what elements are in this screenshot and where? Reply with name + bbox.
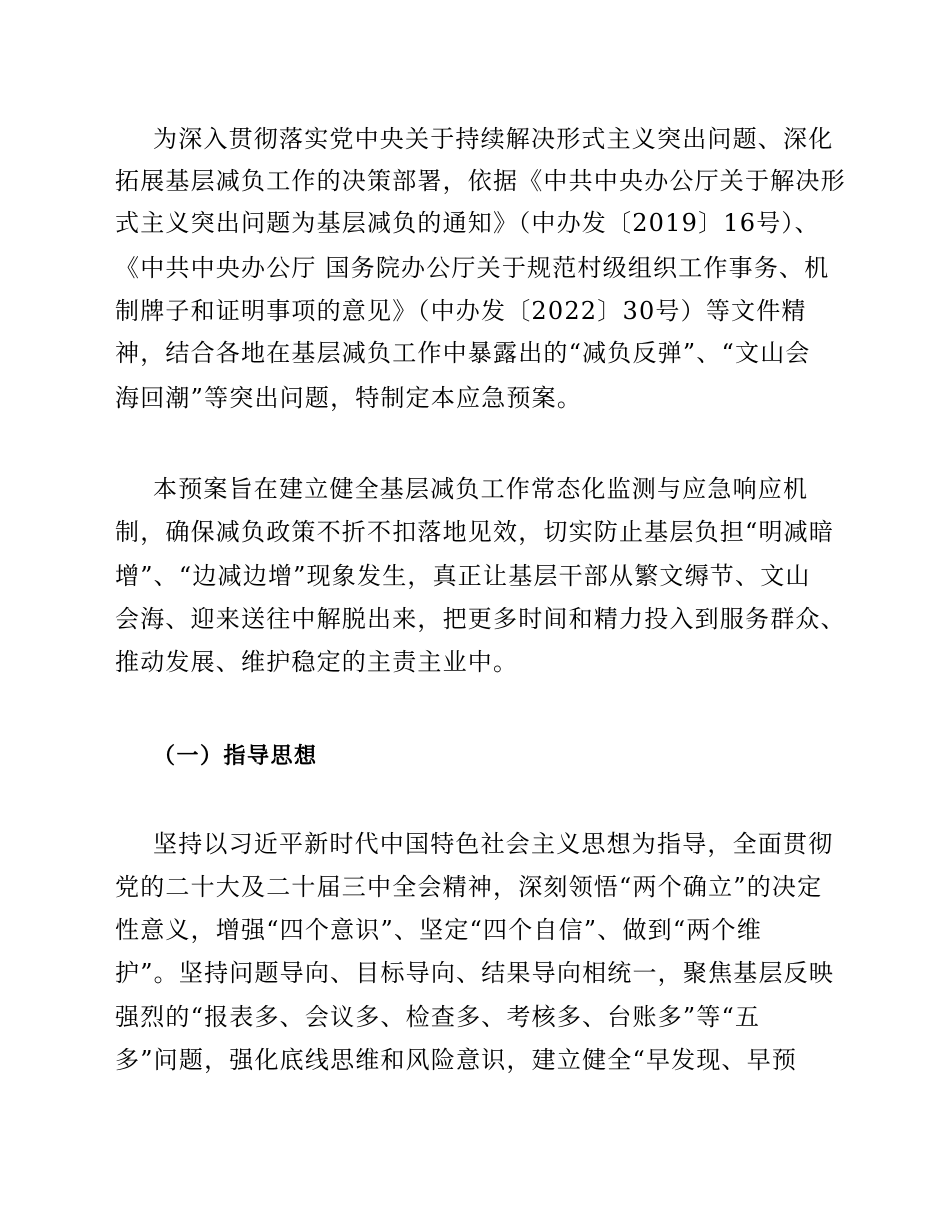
section-heading: （一）指导思想 [153,744,318,769]
paragraph-line: 《中共中央办公厅 国务院办公厅关于规范村级组织工作事务、机 [115,254,830,282]
paragraph-line: 会海、迎来送往中解脱出来，把更多时间和精力投入到服务群众、 [115,605,846,633]
paragraph-line: 神，结合各地在基层减负工作中暴露出的“减负反弹”、“文山会 [115,339,811,367]
paragraph-line: 增”、“边减边增”现象发生，真正让基层干部从繁文缛节、文山 [115,562,811,590]
paragraph-line: 式主义突出问题为基层减负的通知》（中办发〔2019〕16号）、 [115,209,820,237]
paragraph-line: 强烈的“报表多、会议多、检查多、考核多、台账多”等“五 [115,1003,761,1031]
paragraph-line: 推动发展、维护稳定的主责主业中。 [115,648,519,676]
paragraph-line: 护”。坚持问题导向、目标导向、结果导向相统一，聚焦基层反映 [115,959,835,987]
paragraph-line: 坚持以习近平新时代中国特色社会主义思想为指导，全面贯彻 [153,830,834,858]
paragraph-line: 为深入贯彻落实党中央关于持续解决形式主义突出问题、深化 [153,125,834,153]
paragraph-line: 本预案旨在建立健全基层减负工作常态化监测与应急响应机 [153,475,809,503]
paragraph-line: 制，确保减负政策不折不扣落地见效，切实防止基层负担“明减暗 [115,518,835,546]
paragraph-line: 海回潮”等突出问题，特制定本应急预案。 [115,384,583,412]
paragraph-line: 制牌子和证明事项的意见》（中办发〔2022〕30号）等文件精 [115,297,807,325]
paragraph-line: 党的二十大及二十届三中全会精神，深刻领悟“两个确立”的决定 [115,873,823,901]
paragraph-line: 拓展基层减负工作的决策部署，依据《中共中央办公厅关于解决形 [115,167,846,195]
paragraph-line: 多”问题，强化底线思维和风险意识，建立健全“早发现、早预 [115,1046,798,1074]
paragraph-line: 性意义，增强“四个意识”、坚定“四个自信”、做到“两个维 [115,916,762,944]
